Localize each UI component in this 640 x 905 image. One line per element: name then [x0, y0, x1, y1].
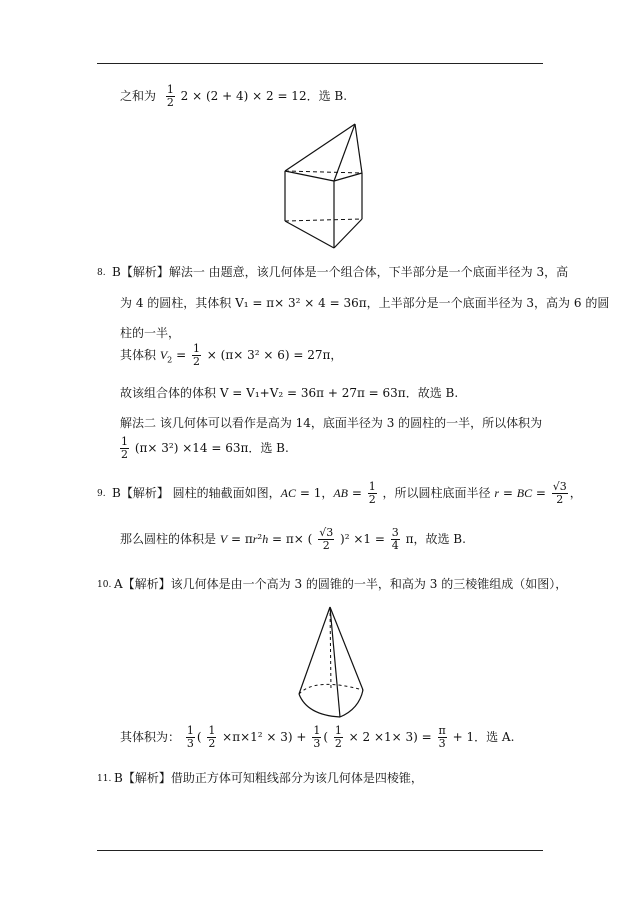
q9-fraction-half: $\frac{1}{2}$: [368, 480, 376, 506]
q11-tag: B【解析】: [114, 771, 171, 785]
q8-line4-expr: × (π× 3² × 6) = 27π，: [206, 348, 343, 362]
q11-number: 11.: [97, 774, 112, 784]
bottom-rule: [97, 850, 543, 851]
intro-lead: 之和为: [120, 89, 157, 103]
q8-line4-lead: 其体积: [120, 348, 160, 362]
q8-line1: B【解析】解法一 由题意，该几何体是一个组合体，下半部分是一个底面半径为 3，高: [112, 265, 569, 279]
top-rule: [97, 63, 543, 64]
q10-line1: A【解析】该几何体是由一个高为 3 的圆锥的一半，和高为 3 的三棱锥组成（如图），: [114, 577, 568, 591]
q10-fraction-third-a: $\frac{1}{3}$: [186, 724, 194, 750]
q10-line2: 其体积为： $\frac{1}{3}$ ( $\frac{1}{2}$ ×π×1² × 3) + $\frac{1}{3}$ ( $\frac{1}{2}$ × 2 ×1× 3) = $\frac{\pi}{3}$ + 1．选 A.: [120, 724, 515, 750]
q10-fraction-pi-3: $\frac{\pi}{3}$: [438, 724, 446, 750]
q9-line1: B【解析】 圆柱的轴截面如图，AC = 1，AB = $\frac{1}{2}$ ，所以圆柱底面半径 r = BC = $\frac{√3}{2}$ ，: [112, 480, 582, 506]
q10-fraction-third-b: $\frac{1}{3}$: [313, 724, 321, 750]
q8-line2: 为 4 的圆柱，其体积 V₁ = π× 3² × 4 = 36π，上半部分是一个底面半径为 3，高为 6 的圆: [120, 296, 610, 310]
q10-number: 10.: [97, 580, 112, 590]
q10-fraction-half-a: $\frac{1}{2}$: [208, 724, 216, 750]
q10-line2-lead: 其体积为：: [120, 730, 181, 744]
q8-tag: B【解析】: [112, 265, 169, 279]
q9-fraction-root3-2: $\frac{√3}{2}$: [552, 480, 567, 506]
q8-line4: 其体积 $V_2$ = $\frac{1}{2}$ × (π× 3² × 6) = 27π，: [120, 342, 343, 368]
q10-fraction-half-b: $\frac{1}{2}$: [334, 724, 342, 750]
cone-pyramid-figure: [295, 605, 375, 720]
q11-line1: B【解析】借助正方体可知粗线部分为该几何体是四棱锥，: [114, 771, 423, 785]
q10-tag: A【解析】: [114, 577, 171, 591]
intro-expression: 2 × (2 + 4) × 2 = 12．选 B.: [180, 89, 348, 103]
q8-line3: 柱的一半，: [120, 326, 181, 340]
q9-fraction-3-4: $\frac{3}{4}$: [391, 526, 399, 552]
prism-figure: [268, 115, 388, 255]
q8-number: 8.: [97, 268, 106, 278]
q8-fraction-half-2: $\frac{1}{2}$: [121, 435, 128, 461]
intro-fraction: $\frac{1}{2}$: [166, 83, 174, 109]
q9-number: 9.: [97, 489, 106, 499]
q9-line1-text: 圆柱的轴截面如图，AC = 1，AB =: [172, 486, 362, 500]
q8-fraction-half: $\frac{1}{2}$: [192, 342, 200, 368]
q9-line2: 那么圆柱的体积是 V = πr²h = π× ( $\frac{√3}{2}$ )² ×1 = $\frac{3}{4}$ π，故选 B.: [120, 526, 466, 552]
q8-line7: $\frac{1}{2}$ (π× 3²) ×14 = 63π．选 B.: [121, 435, 289, 461]
q9-fraction-root3-2-b: $\frac{√3}{2}$: [319, 526, 334, 552]
q8-line5: 故该组合体的体积 V = V₁+V₂ = 36π + 27π = 63π．故选 B.: [120, 386, 459, 400]
q9-tag: B【解析】: [112, 486, 169, 500]
intro-line: [120, 84, 347, 109]
q8-line6: 解法二 该几何体可以看作是高为 14，底面半径为 3 的圆柱的一半，所以体积为: [120, 416, 543, 430]
